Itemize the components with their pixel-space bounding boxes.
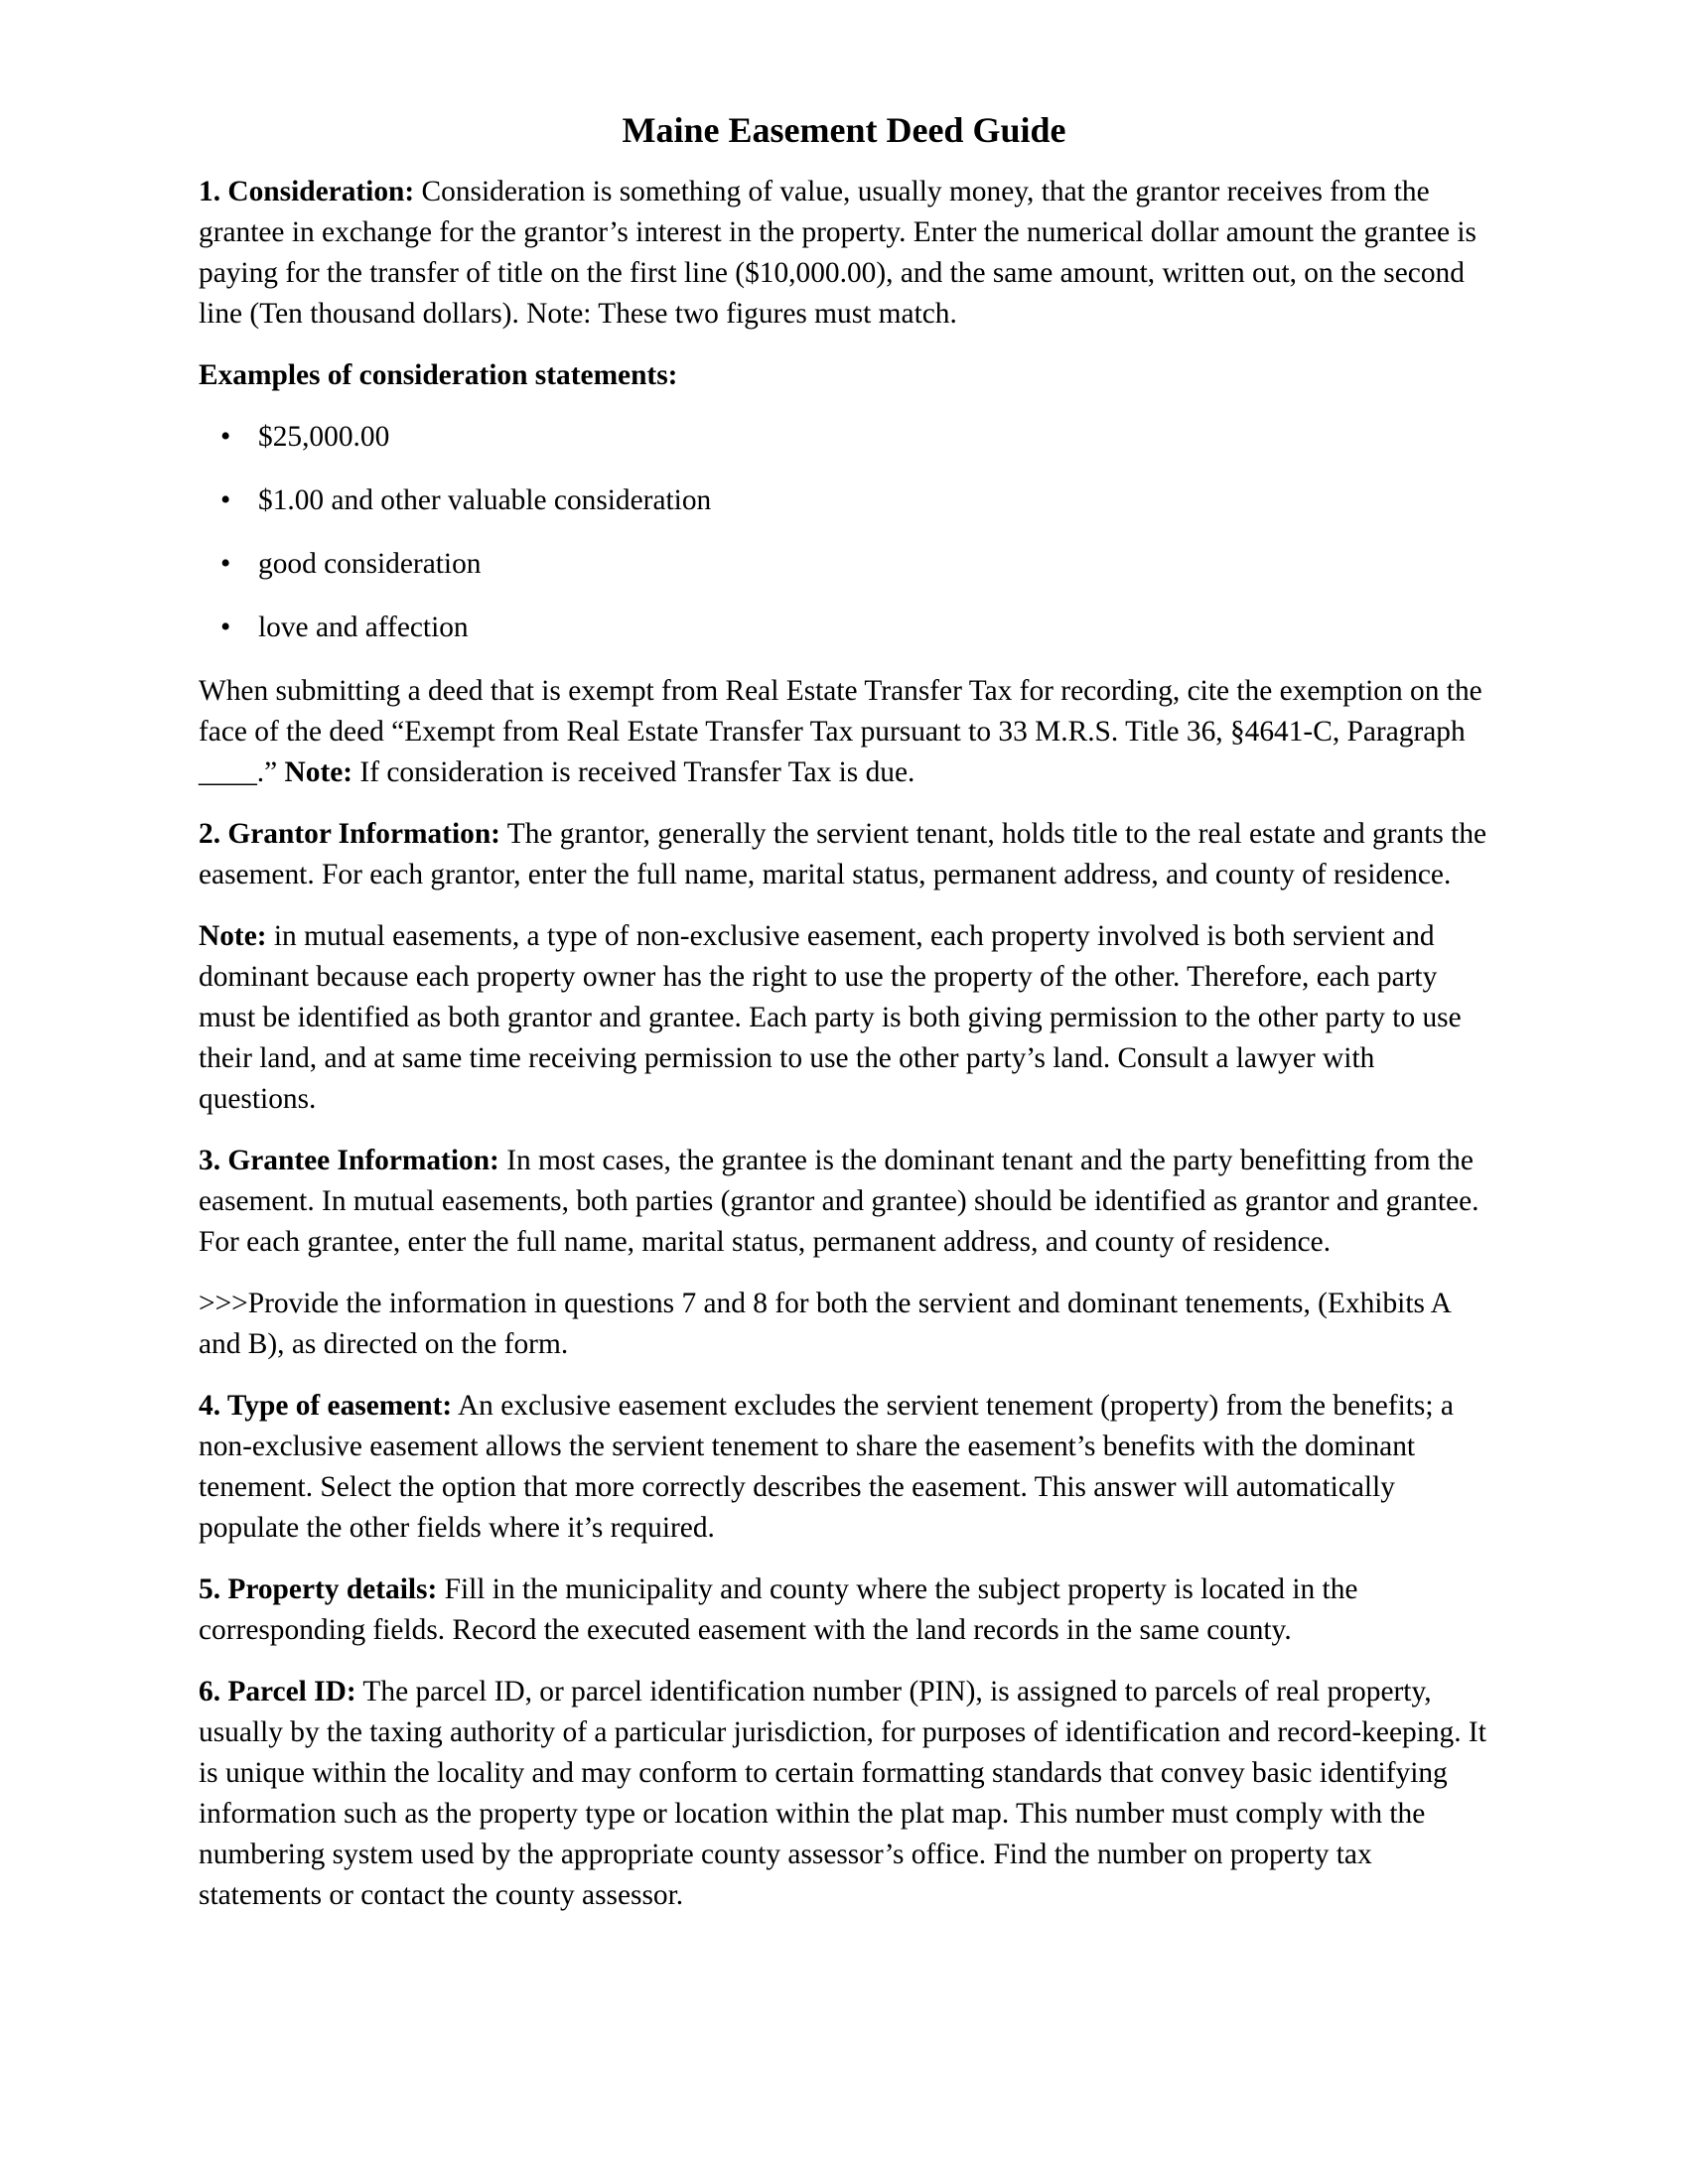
list-item: • good consideration	[199, 544, 1489, 585]
note-label: Note:	[284, 756, 353, 789]
section-type	[199, 1386, 1489, 1549]
section-heading: 1. Consideration:	[199, 176, 415, 208]
bullet-icon: •	[220, 421, 231, 454]
section-grantor	[199, 814, 1489, 895]
section-parcel	[199, 1672, 1489, 1916]
section-text: Consideration is something of value, usually money, that the grantor receives from the grantee in exchange for the grantor’s interest in the property. Enter the numerical dollar amount the grantee is paying for the transfer of title on the first line ($10,000.00), and the same amount, written out, on the second line (Ten thousand dollars). Note: These two figures must match.	[199, 176, 1477, 331]
section-text: An exclusive easement excludes the servient tenement (property) from the benefits; a non-exclusive easement allows the servient tenement to share the easement’s benefits with the dominant tenement. Select the option that more correctly describes the easement. This answer will automatically populate the other fields where it’s required.	[199, 1390, 1454, 1545]
section-property	[199, 1570, 1489, 1651]
list-item: • $25,000.00	[199, 417, 1489, 458]
list-item: • $1.00 and other valuable consideration	[199, 480, 1489, 521]
examples-heading: Examples of consideration statements:	[199, 359, 678, 392]
section-heading: 2. Grantor Information:	[199, 818, 500, 851]
bullet-icon: •	[220, 612, 231, 644]
page-title: Maine Easement Deed Guide	[622, 110, 1066, 150]
section-mutual-note	[199, 916, 1489, 1120]
section-consideration	[199, 172, 1489, 335]
examples-list	[199, 417, 1489, 648]
section-text: In most cases, the grantee is the dominant tenant and the party benefitting from the easement. In mutual easements, both parties (grantor and grantee) should be identified as grantor and grantee. For each grantee, enter the full name, marital status, permanent address, and county of residence.	[199, 1145, 1479, 1259]
note-label: Note:	[199, 920, 267, 953]
section-heading: 5. Property details:	[199, 1573, 438, 1606]
bullet-icon: •	[220, 484, 231, 517]
section-provide: >>>Provide the information in questions 7 and 8 for both the servient and dominant tenements, (Exhibits A and B), as directed on the form.	[199, 1288, 1451, 1361]
section-text: The parcel ID, or parcel identification number (PIN), is assigned to parcels of real property, usually by the taxing authority of a particular jurisdiction, for purposes of identification and record-keeping. It is unique within the locality and may conform to certain formatting standards that convey basic identifying information such as the property type or location within the plat map. This number must comply with the numbering system used by the appropriate county assessor’s office. Find the number on property tax statements or contact the county assessor.	[199, 1676, 1486, 1912]
list-item: • love and affection	[199, 608, 1489, 648]
section-exempt: When submitting a deed that is exempt from Real Estate Transfer Tax for recording, cite the exemption on the face of the deed “Exempt from Real Estate Transfer Tax pursuant to 33 M.R.S. Title 36, §4641-C, Paragraph ____.” Note: If consideration is received Transfer Tax is due.	[199, 675, 1482, 789]
section-heading: 6. Parcel ID:	[199, 1676, 356, 1708]
section-heading: 3. Grantee Information:	[199, 1145, 499, 1177]
section-text: The grantor, generally the servient tenant, holds title to the real estate and grants the easement. For each grantor, enter the full name, marital status, permanent address, and county of residence.	[199, 818, 1487, 891]
section-grantee	[199, 1141, 1489, 1263]
section-text: in mutual easements, a type of non-exclusive easement, each property involved is both servient and dominant because each property owner has the right to use the property of the other. Therefore, each party must be identified as both grantor and grantee. Each party is both giving permission to the other party to use their land, and at same time receiving permission to use the other party’s land. Consult a lawyer with questions.	[199, 920, 1462, 1116]
section-text: Fill in the municipality and county where the subject property is located in the corresponding fields. Record the executed easement with the land records in the same county.	[199, 1573, 1358, 1647]
bullet-icon: •	[220, 548, 231, 581]
section-heading: 4. Type of easement:	[199, 1390, 453, 1423]
